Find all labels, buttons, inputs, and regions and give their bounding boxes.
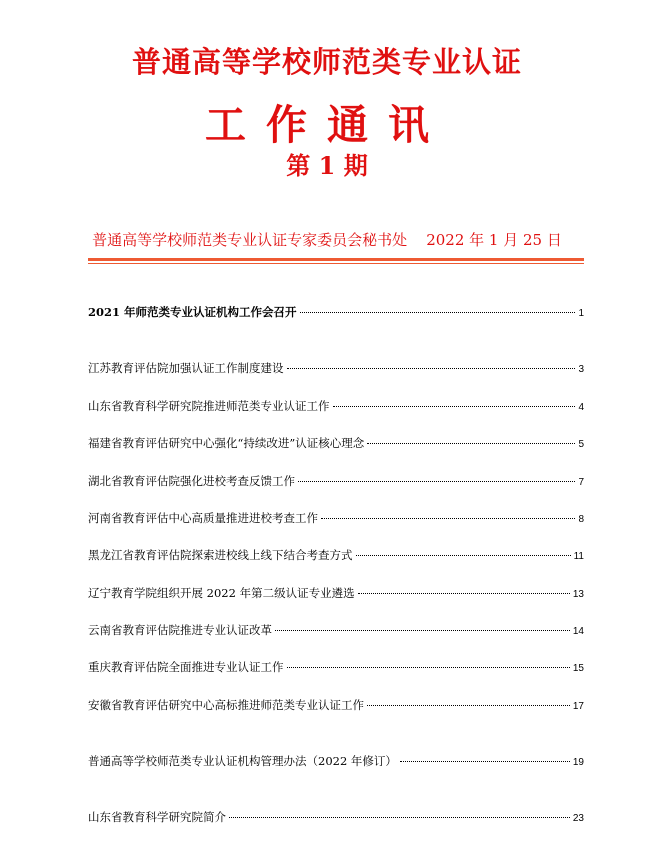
- toc-entry-title: 山东省教育科学研究院简介: [88, 810, 226, 824]
- toc-entry-title: 安徽省教育评估研究中心高标推进师范类专业认证工作: [88, 698, 364, 712]
- toc-entry-page: 1: [578, 308, 584, 319]
- toc-leader: [229, 817, 570, 818]
- toc-entry-title: 河南省教育评估中心高质量推进进校考查工作: [88, 511, 318, 525]
- toc-entry-title: 湖北省教育评估院强化进校考查反馈工作: [88, 474, 295, 488]
- toc-entry[interactable]: [88, 360, 584, 378]
- toc-entry-page: 13: [572, 589, 584, 600]
- toc-leader: [333, 406, 576, 407]
- newsletter-title: 普通高等学校师范类专业认证: [131, 45, 522, 79]
- toc-entry[interactable]: [88, 435, 584, 453]
- newsletter-subtitle: 工作通讯: [205, 101, 449, 149]
- toc-entry-page: 3: [578, 364, 584, 375]
- issuer-and-date: 普通高等学校师范类专业认证专家委员会秘书处 2022 年 1 月 25 日: [92, 231, 562, 249]
- toc-leader: [367, 705, 570, 706]
- toc-entry[interactable]: [88, 753, 584, 771]
- header-divider-thin: [88, 263, 584, 264]
- toc-entry-page: 23: [572, 813, 584, 824]
- toc-entry[interactable]: [88, 659, 584, 677]
- toc-entry-title: 黑龙江省教育评估院探索进校线上线下结合考查方式: [88, 548, 353, 562]
- toc-entry-page: 5: [578, 439, 584, 450]
- toc-entry[interactable]: [88, 547, 584, 565]
- header-divider-thick: [88, 258, 584, 261]
- toc-leader: [275, 630, 570, 631]
- toc-entry[interactable]: [88, 304, 584, 322]
- toc-entry[interactable]: [88, 398, 584, 416]
- toc-entry-page: 19: [572, 757, 584, 768]
- toc-leader: [287, 667, 570, 668]
- toc-entry-page: 7: [578, 477, 584, 488]
- toc-entry-title: 山东省教育科学研究院推进师范类专业认证工作: [88, 399, 330, 413]
- toc-leader: [358, 593, 570, 594]
- toc-entry[interactable]: [88, 697, 584, 715]
- toc-entry-page: 15: [572, 663, 584, 674]
- toc-leader: [298, 481, 575, 482]
- toc-leader: [356, 555, 571, 556]
- issue-number: 第 1 期: [286, 151, 368, 180]
- toc-entry-title: 云南省教育评估院推进专业认证改革: [88, 623, 272, 637]
- toc-entry-title: 江苏教育评估院加强认证工作制度建设: [88, 361, 284, 375]
- toc-entry-page: 17: [572, 701, 584, 712]
- toc-entry[interactable]: [88, 510, 584, 528]
- toc-leader: [321, 518, 575, 519]
- toc-leader: [400, 761, 570, 762]
- toc-entry-page: 8: [578, 514, 584, 525]
- toc-entry-page: 11: [573, 551, 584, 562]
- toc-entry-title: 福建省教育评估研究中心强化“持续改进”认证核心理念: [88, 436, 365, 450]
- toc-entry-title: 2021 年师范类专业认证机构工作会召开: [88, 305, 297, 319]
- toc-entry-title: 辽宁教育学院组织开展 2022 年第二级认证专业遴选: [88, 586, 355, 600]
- toc-entry[interactable]: [88, 585, 584, 603]
- toc-entry[interactable]: [88, 809, 584, 827]
- toc-entry-page: 4: [578, 402, 584, 413]
- toc-entry-page: 14: [572, 626, 584, 637]
- toc-entry-title: 普通高等学校师范类专业认证机构管理办法（2022 年修订）: [88, 754, 397, 768]
- toc-leader: [287, 368, 576, 369]
- toc-entry[interactable]: [88, 622, 584, 640]
- toc-leader: [367, 443, 575, 444]
- toc-leader: [300, 312, 576, 313]
- toc-entry-title: 重庆教育评估院全面推进专业认证工作: [88, 660, 284, 674]
- toc-entry[interactable]: [88, 473, 584, 491]
